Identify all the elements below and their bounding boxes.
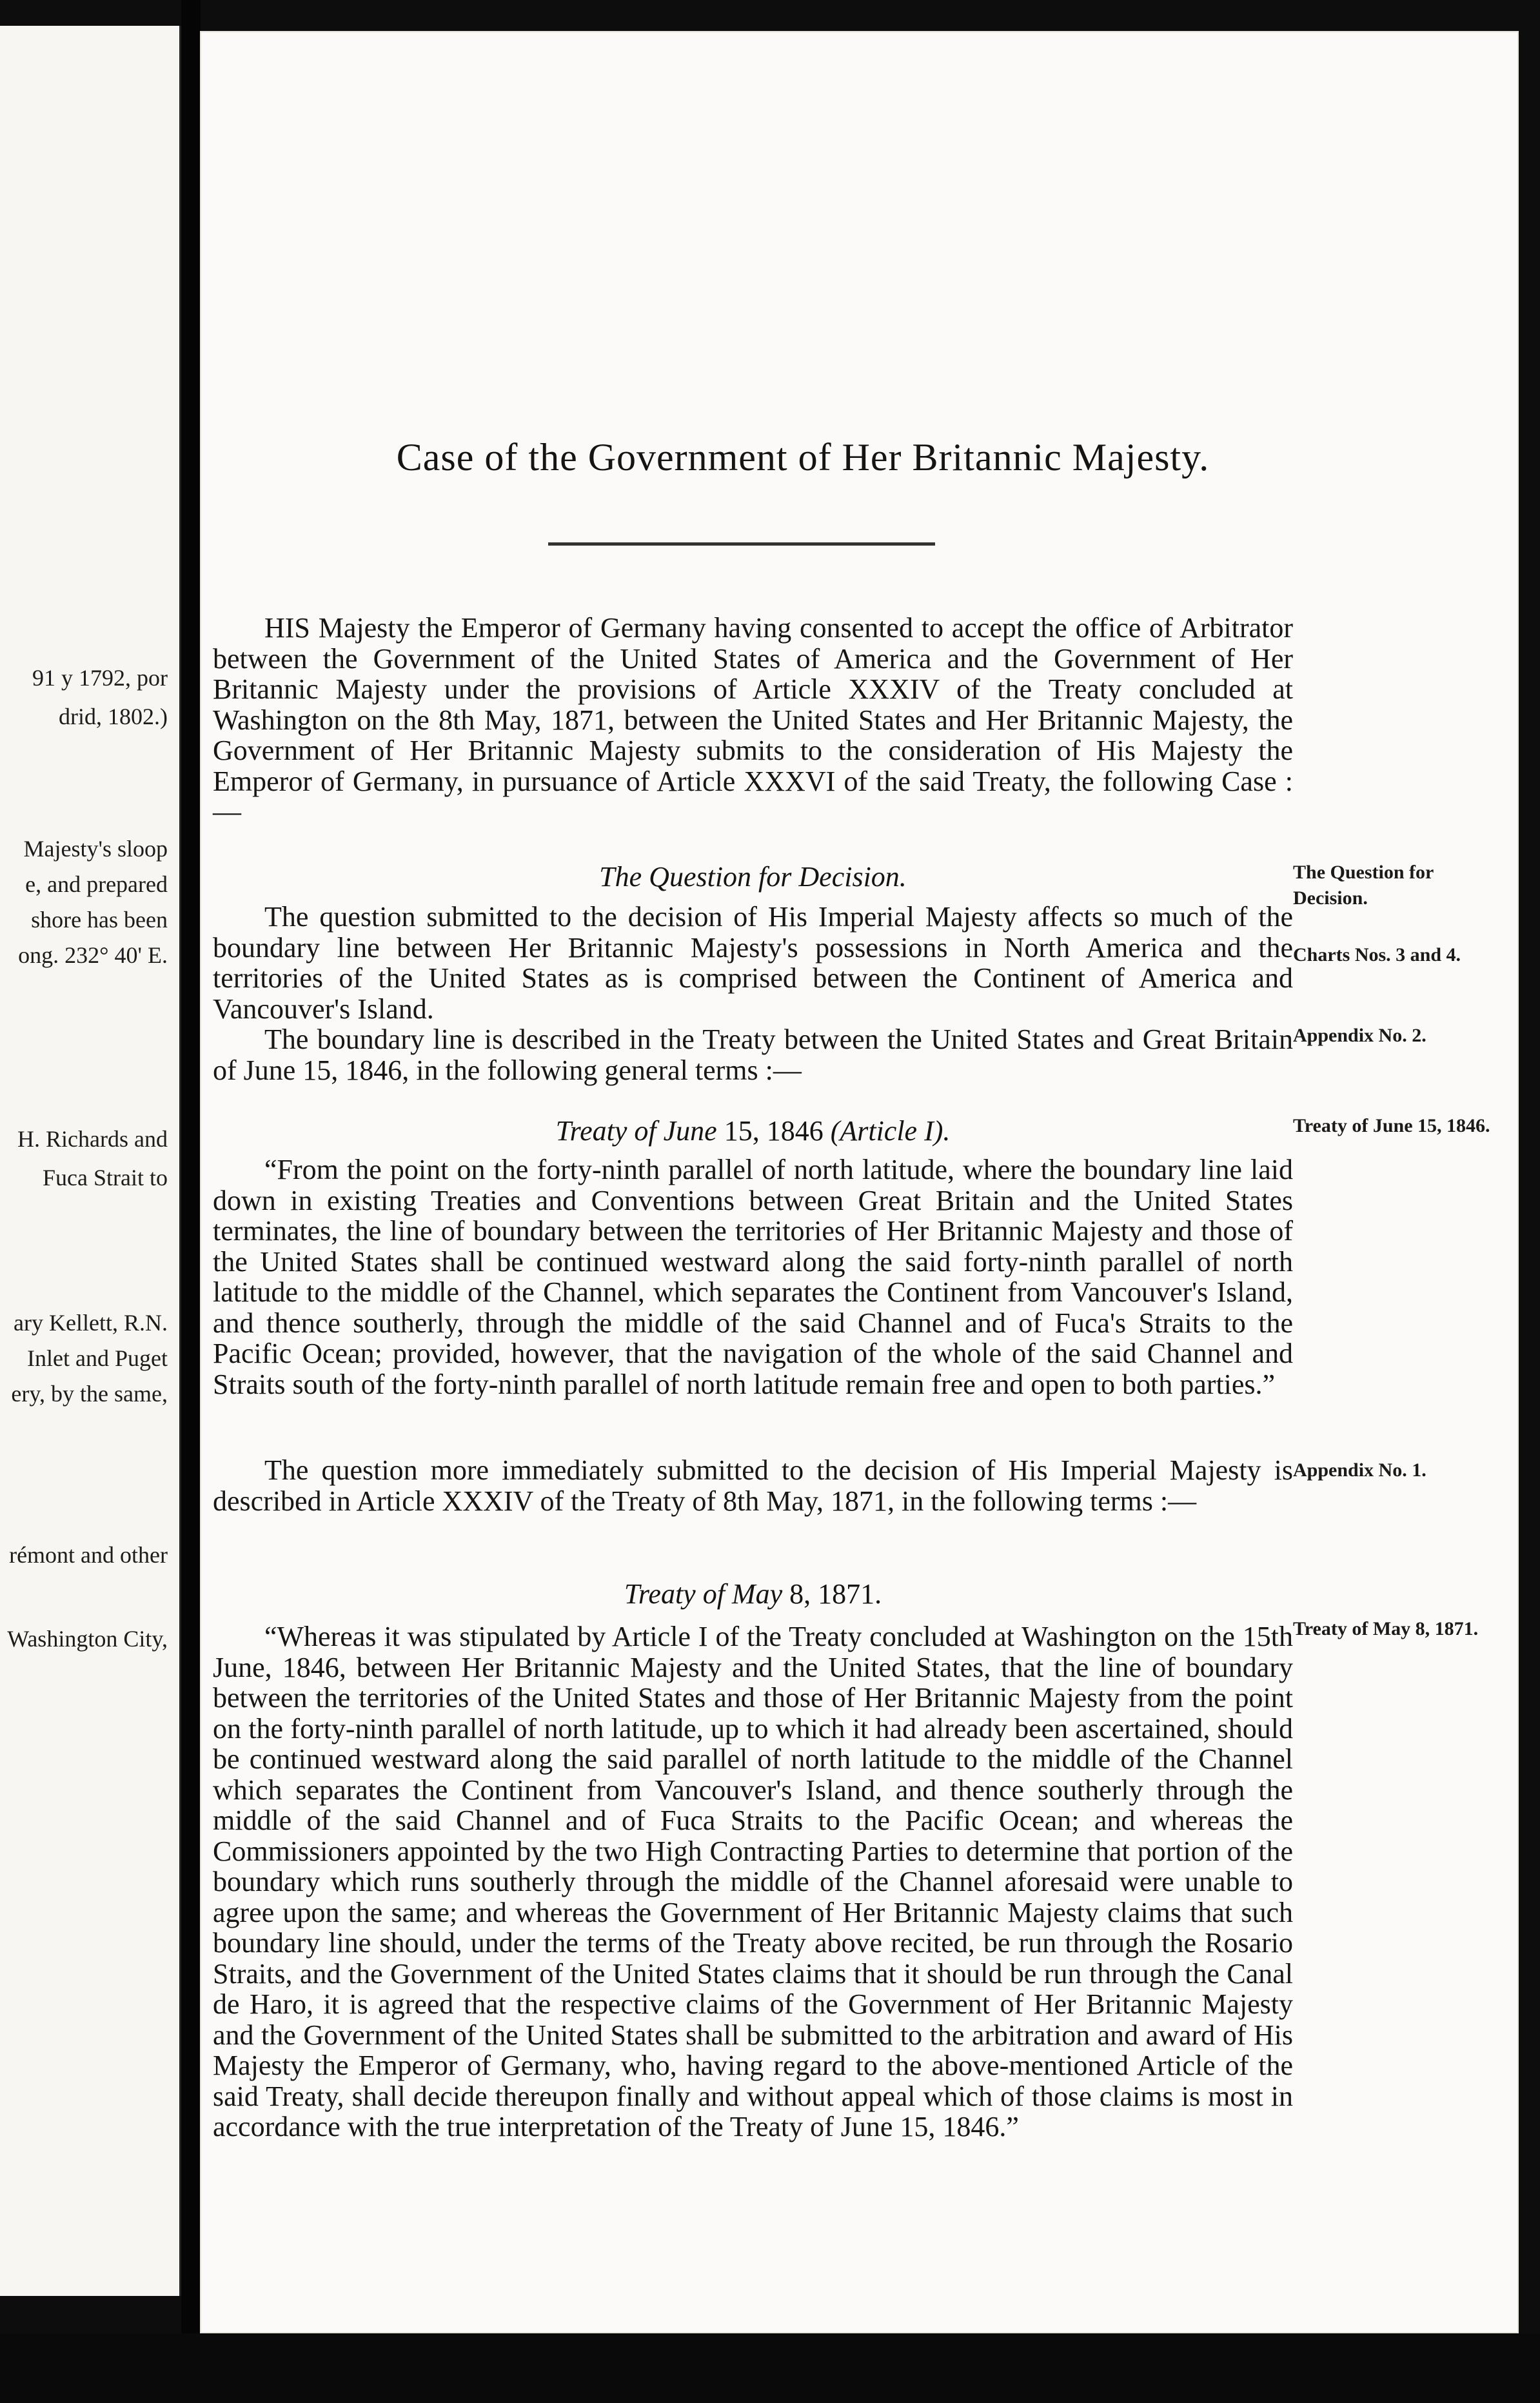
heading-date: 8, 1871. [789, 1578, 882, 1610]
boundary-text: The boundary line is described in the Treaty between the United States and Great Britain of June 15, 1846, in the following general terms :— [213, 1024, 1293, 1086]
facing-page-text: e, and prepared [25, 871, 168, 897]
heading-part: Treaty of June [555, 1115, 717, 1147]
facing-page-text: H. Richards and [17, 1126, 168, 1152]
facing-page-text: ong. 232° 40' E. [18, 942, 168, 968]
sidenote-charts: Charts Nos. 3 and 4. [1293, 944, 1461, 965]
heading-part: Treaty of May [624, 1578, 783, 1610]
facing-page-text: rémont and other [9, 1542, 168, 1568]
title-divider [548, 542, 935, 546]
facing-page-text: ery, by the same, [11, 1381, 168, 1407]
question-text: The question submitted to the decision of His Imperial Majesty affects so much of the boundary line between Her Britannic Majesty's possessions in North America and the territories of the United States as is comprised between the Continent of America and Vancouver's Island. [213, 901, 1293, 1025]
heading-date: 15, 1846 [724, 1115, 824, 1147]
quote-text-1871: “Whereas it was stipulated by Article I of the Treaty concluded at Washington on the 15th June, 1846, between Her Britannic Majesty and the United States, that the line of boundary between the territories of the United States and those of Her Britannic Majesty from the point on the forty-ninth parallel of north latitude, up to which it had already been ascertained, should be continued westward along the said parallel of north latitude to the middle of the Channel which separates the Continent from Vancouver's Island, and thence southerly through the middle of the said Channel and of Fuca Straits to the Pacific Ocean; and whereas the Commissioners appointed by the two High Contracting Parties to determine that portion of the boundary which runs southerly through the middle of the Channel aforesaid were unable to agree upon the same; and whereas the Government of Her Britannic Majesty claims that such boundary line should, under the terms of the Treaty above recited, be run through the Rosario Straits, and the Government of the United States claims that it should be run through the Canal de Haro, it is agreed that the respective claims of the Government of Her Britannic Majesty and the Government of the United States shall be submitted to the arbitration and award of His Majesty the Emperor of Germany, who, having regard to the above-mentioned Article of the said Treaty, shall decide thereupon finally and without appeal which of those claims is most in accordance with the true interpretation of the Treaty of June 15, 1846.” [213, 1621, 1293, 2142]
facing-page-text: Fuca Strait to [43, 1165, 168, 1191]
immediate-question-text: The question more immediately submitted to the decision of His Imperial Majesty is described in Article XXXIV of the Treaty of 8th May, 1871, in the following terms :— [213, 1454, 1293, 1517]
treaty-1846-quote [213, 1154, 1293, 1399]
intro-text: HIS Majesty the Emperor of Germany having consented to accept the office of Arbitrator between the Government of the United States of America and the Government of Her Britannic Majesty under the provisions of Article XXXIV of the Treaty concluded at Washington on the 8th May, 1871, between the United States and Her Britannic Majesty, the Government of Her Britannic Majesty submits to the consideration of His Majesty the Emperor of Germany, in pursuance of Article XXXVI of the said Treaty, the following Case :— [213, 612, 1293, 827]
immediate-question-paragraph [213, 1455, 1293, 1516]
treaty-1871-quote [213, 1621, 1293, 2142]
facing-page-text: 91 y 1792, por [32, 665, 168, 691]
quote-text-1846: “From the point on the forty-ninth parallel of north latitude, where the boundary line laid down in existing Treaties and Conventions between Great Britain and the United States terminates, the line of boundary between the territories of Her Britannic Majesty and those of the United States shall be continued westward along the said forty-ninth parallel of north latitude to the middle of the Channel, which separates the Continent from Vancouver's Island, and thence southerly, through the middle of the said Channel and of Fuca's Straits to the Pacific Ocean; provided, however, that the navigation of the whole of the said Channel and Straits south of the forty-ninth parallel of north latitude remain free and open to both parties.” [213, 1154, 1293, 1400]
section-heading-treaty-1871 [213, 1577, 1293, 1610]
heading-article: (Article I). [830, 1115, 951, 1147]
question-paragraphs [213, 902, 1293, 1085]
facing-page [0, 26, 181, 2296]
facing-page-text: Majesty's sloop [23, 836, 168, 862]
sidenote-treaty-1846: Treaty of June 15, 1846. [1293, 1115, 1490, 1136]
facing-page-text: shore has been [31, 907, 168, 933]
sidenote-treaty-1871: Treaty of May 8, 1871. [1293, 1618, 1479, 1639]
sidenote-question: The Question for Decision. [1293, 862, 1434, 909]
book-gutter [181, 0, 201, 2403]
facing-page-text: drid, 1802.) [59, 704, 168, 729]
sidenote-appendix-1: Appendix No. 1. [1293, 1459, 1426, 1481]
facing-page-text: Inlet and Puget [27, 1345, 168, 1371]
facing-page-text: ary Kellett, R.N. [14, 1310, 168, 1336]
page-title: Case of the Government of Her Britannic Majesty. [396, 436, 1210, 479]
section-heading-question: The Question for Decision. [599, 861, 907, 893]
section-heading-treaty-1846 [213, 1114, 1293, 1147]
document-page [200, 31, 1519, 2333]
sidenote-appendix-2: Appendix No. 2. [1293, 1025, 1426, 1046]
facing-page-text: Washington City, [7, 1626, 168, 1652]
scan-bottom-border [0, 2333, 1540, 2403]
intro-paragraph [213, 613, 1293, 827]
